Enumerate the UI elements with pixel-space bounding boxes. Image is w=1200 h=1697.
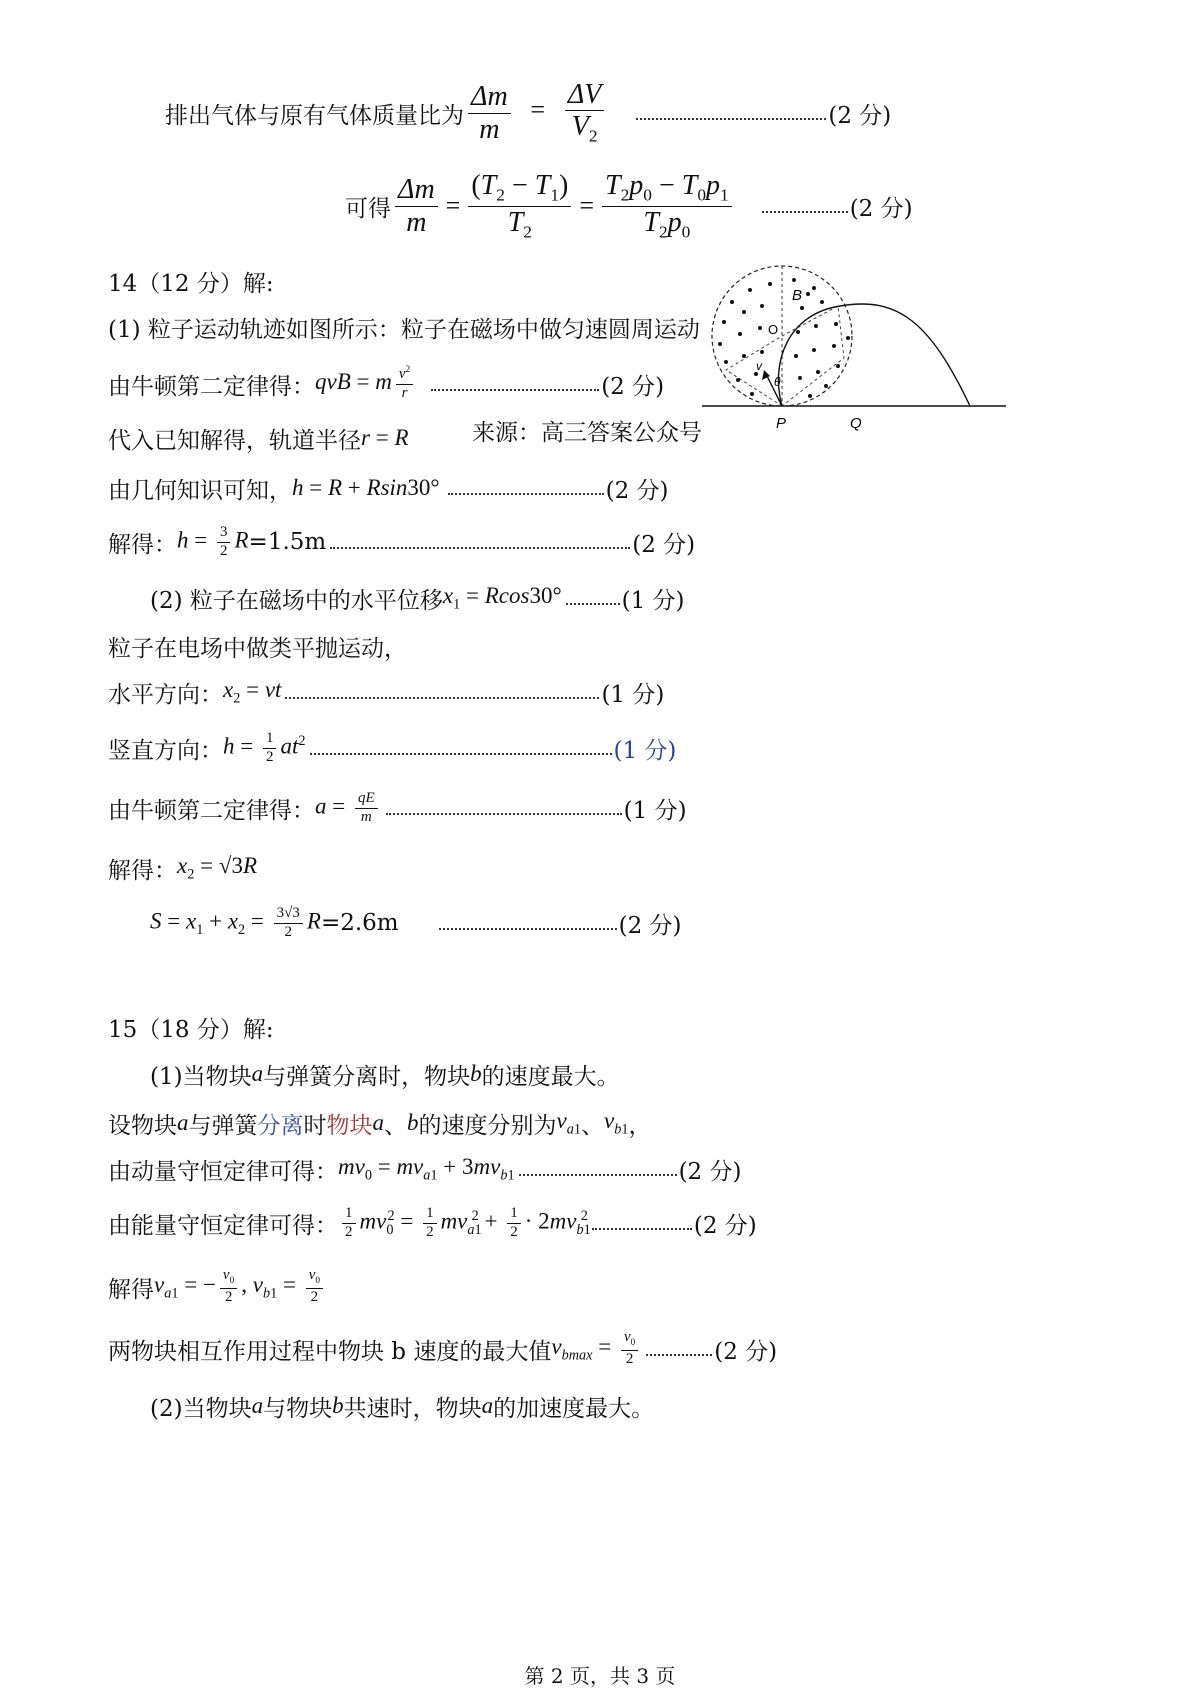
q15-momentum-line [108, 1152, 741, 1186]
dotted-leader [646, 1354, 712, 1356]
q15-separation-line [108, 1106, 651, 1140]
x1-formula: $x_1 = Rcos30^\circ$ [442, 582, 562, 613]
q15-part2-text-d: 的加速度最大。 [493, 1395, 655, 1422]
q15-sep-text-d: 时 [303, 1112, 327, 1139]
dotted-leader [310, 753, 612, 755]
lorentz-formula: qvB = m $\frac{v^2}{r}$ [315, 366, 417, 402]
q14-header [108, 266, 274, 296]
source-note [472, 414, 702, 446]
score-label: (1 分) [621, 587, 685, 614]
q15-part1-text-c: 分离时， [332, 1063, 425, 1090]
q14-newton-text: 由牛顿第二定律得： [108, 373, 315, 400]
q15-part1-text-b: 与弹簧 [263, 1063, 333, 1090]
q15-part2-intro [150, 1390, 654, 1422]
q14-x2-result-text: 解得： [108, 857, 177, 884]
q15-sep-text-h: 、 [580, 1112, 604, 1139]
total-distance-formula: $S = x_1 + x_2$ = $\frac{3√3}{2}$ R [150, 904, 321, 940]
q14-part1-text: (1) 粒子运动轨迹如图所示：粒子在磁场中做匀速圆周运动 [108, 316, 700, 343]
score-label: (2 分) [601, 373, 665, 400]
q14-height-result-line [108, 520, 695, 564]
q15-solution-line [108, 1264, 327, 1310]
var-vb1: $v_{b1}$ [603, 1107, 629, 1138]
score-label: (2 分) [632, 531, 696, 558]
score-label: (1 分) [613, 737, 677, 764]
height-result-formula: h = $\frac{3}{2}$ R [177, 523, 249, 559]
q15-max-velocity-text: 两物块相互作用过程中物块 b 速度的最大值 [108, 1338, 552, 1365]
q14-geometry-line [108, 472, 669, 504]
max-velocity-formula: $v_{bmax}$ = $\frac{v_0}{2}$ [551, 1330, 642, 1368]
q15-solution-text: 解得 [108, 1276, 154, 1303]
source-note-text: 来源：高三答案公众号 [472, 419, 702, 446]
score-label: (2 分) [849, 195, 913, 222]
q15-sep-text-f: 、 [384, 1112, 407, 1139]
var-b: b [407, 1110, 419, 1135]
q15-part1-text-e: 的速度最大。 [481, 1063, 620, 1090]
dotted-leader [386, 813, 622, 815]
q14-projectile-line [108, 630, 407, 662]
dotted-leader [285, 697, 599, 699]
q14-vertical-line [108, 726, 676, 770]
projectile-path [840, 304, 970, 406]
q15-sep-text-e: 物块 [326, 1112, 373, 1139]
x2-result-formula: $x_2 = √3R$ [177, 852, 258, 883]
score-label: (2 分) [714, 1338, 778, 1365]
q15-header-text: 15（18 分）解: [108, 1016, 274, 1043]
label-b-dot [806, 292, 810, 296]
mass-ratio-formula: $\frac{\Delta m}{m}$ = $\frac{\Delta V}{V_2}$ [464, 80, 608, 146]
label-b: B [792, 287, 803, 304]
score-label: (2 分) [828, 102, 892, 129]
var-b: b [332, 1393, 344, 1418]
dotted-leader [636, 118, 826, 120]
q14-projectile-text: 粒子在电场中做类平抛运动， [108, 635, 407, 662]
q14-height-result-text: 解得： [108, 531, 177, 558]
q14-newton-line [108, 360, 664, 408]
q15-part2-text-c: 共速时，物块 [343, 1395, 482, 1422]
q14-radius-line [108, 422, 409, 454]
q15-sep-text-c: 分离 [257, 1112, 304, 1139]
var-va1: $v_{a1}$ [556, 1107, 581, 1138]
var-a: a [251, 1061, 264, 1086]
dotted-leader [439, 928, 617, 930]
q14-geometry-text: 由几何知识可知， [108, 477, 292, 504]
label-v: v [756, 359, 762, 373]
q15-momentum-text: 由动量守恒定律可得： [108, 1158, 338, 1185]
height-result-value: =1.5m [248, 529, 327, 555]
q15-part2-text-b: 与物块 [263, 1395, 333, 1422]
result-ratio-formula: $\frac{\Delta m}{m}$ = $\frac{(T_2 - T_1)}{T_2}$ = $\frac{T_2p_0 - T_0p_1}{T_2p_0}$ [391, 171, 736, 242]
var-a: a [372, 1110, 384, 1135]
result-ratio-text: 可得 [345, 195, 391, 222]
acceleration-formula: a = $\frac{qE}{m}$ [315, 791, 382, 826]
dotted-leader [592, 1228, 692, 1230]
var-a: a [251, 1393, 264, 1418]
q14-vertical-text: 竖直方向： [108, 737, 223, 764]
var-a: a [177, 1110, 189, 1135]
momentum-formula: $mv_0 = mv_{a1} + 3mv_{b1}$ [338, 1153, 515, 1184]
dotted-leader [448, 493, 604, 495]
magnetic-field-dots [718, 278, 850, 398]
q15-sep-text-g: 的速度分别为 [418, 1112, 557, 1139]
q15-header [108, 1012, 274, 1042]
label-theta: θ [774, 375, 781, 389]
dotted-leader [519, 1174, 677, 1176]
score-label: (2 分) [618, 912, 682, 939]
label-q: Q [850, 415, 862, 432]
mass-ratio-line [165, 78, 892, 146]
q14-total-line [150, 900, 682, 946]
x2-formula: $x_2$ = vt [223, 676, 282, 707]
dotted-leader [762, 211, 848, 213]
q15-max-velocity-line [108, 1326, 777, 1372]
height-formula: h = R + Rsin30° [292, 475, 440, 500]
q14-horizontal-text: 水平方向： [108, 681, 223, 708]
q14-acceleration-text: 由牛顿第二定律得： [108, 797, 315, 824]
q14-part1-intro [108, 312, 700, 342]
q14-part2-line [150, 582, 685, 614]
dotted-leader [330, 547, 630, 549]
q15-part2-text-a: (2)当物块 [150, 1395, 252, 1422]
q14-horizontal-line [108, 676, 664, 708]
score-label: (1 分) [601, 681, 665, 708]
score-label: (2 分) [605, 477, 669, 504]
q14-part2-text: (2) 粒子在磁场中的水平位移 [150, 587, 443, 614]
dotted-leader [431, 389, 599, 391]
velocity-solution-formula: $v_{a1}$ = − $\frac{v_0}{2}$ , $v_{b1}$ = $\frac{v_0}{2}$ [154, 1268, 327, 1306]
score-label: (2 分) [693, 1212, 757, 1239]
score-label: (1 分) [623, 797, 687, 824]
trajectory-figure [698, 262, 1018, 442]
q15-part1-text-d: 物块 [424, 1063, 471, 1090]
q15-part1-intro [150, 1058, 620, 1090]
energy-formula: $\frac{1}{2}$ $mv_0^2$ = $\frac{1}{2}$ $mv_{a1}^2$ + $\frac{1}{2}$ · $2mv_{b1}^2$ [338, 1206, 588, 1241]
q15-sep-text-a: 设物块 [108, 1112, 177, 1139]
label-p: P [776, 415, 787, 432]
var-b: b [470, 1061, 482, 1086]
q15-sep-text-b: 与弹簧 [188, 1112, 258, 1139]
q15-sep-text-i: ， [628, 1112, 652, 1139]
score-label: (2 分) [678, 1158, 742, 1185]
dotted-leader [566, 603, 620, 605]
q14-acceleration-line [108, 786, 687, 830]
radius-formula: r = R [361, 425, 409, 450]
q14-header-text: 14（12 分）解: [108, 270, 274, 297]
q15-energy-text: 由能量守恒定律可得： [108, 1212, 338, 1239]
q15-part1-text-a: (1)当物块 [150, 1063, 252, 1090]
page-footer: 第 2 页，共 3 页 [524, 1664, 676, 1688]
mass-ratio-text: 排出气体与原有气体质量比为 [165, 102, 464, 129]
result-ratio-line [345, 169, 913, 242]
q14-radius-text: 代入已知解得，轨道半径 [108, 427, 361, 454]
total-distance-value: =2.6m [320, 910, 399, 936]
vertical-formula: h = $\frac{1}{2}$ $at^2$ [223, 729, 306, 765]
q14-x2-result-line [108, 852, 257, 884]
var-a: a [481, 1393, 494, 1418]
q15-energy-line [108, 1200, 757, 1246]
label-o: O [768, 322, 779, 337]
